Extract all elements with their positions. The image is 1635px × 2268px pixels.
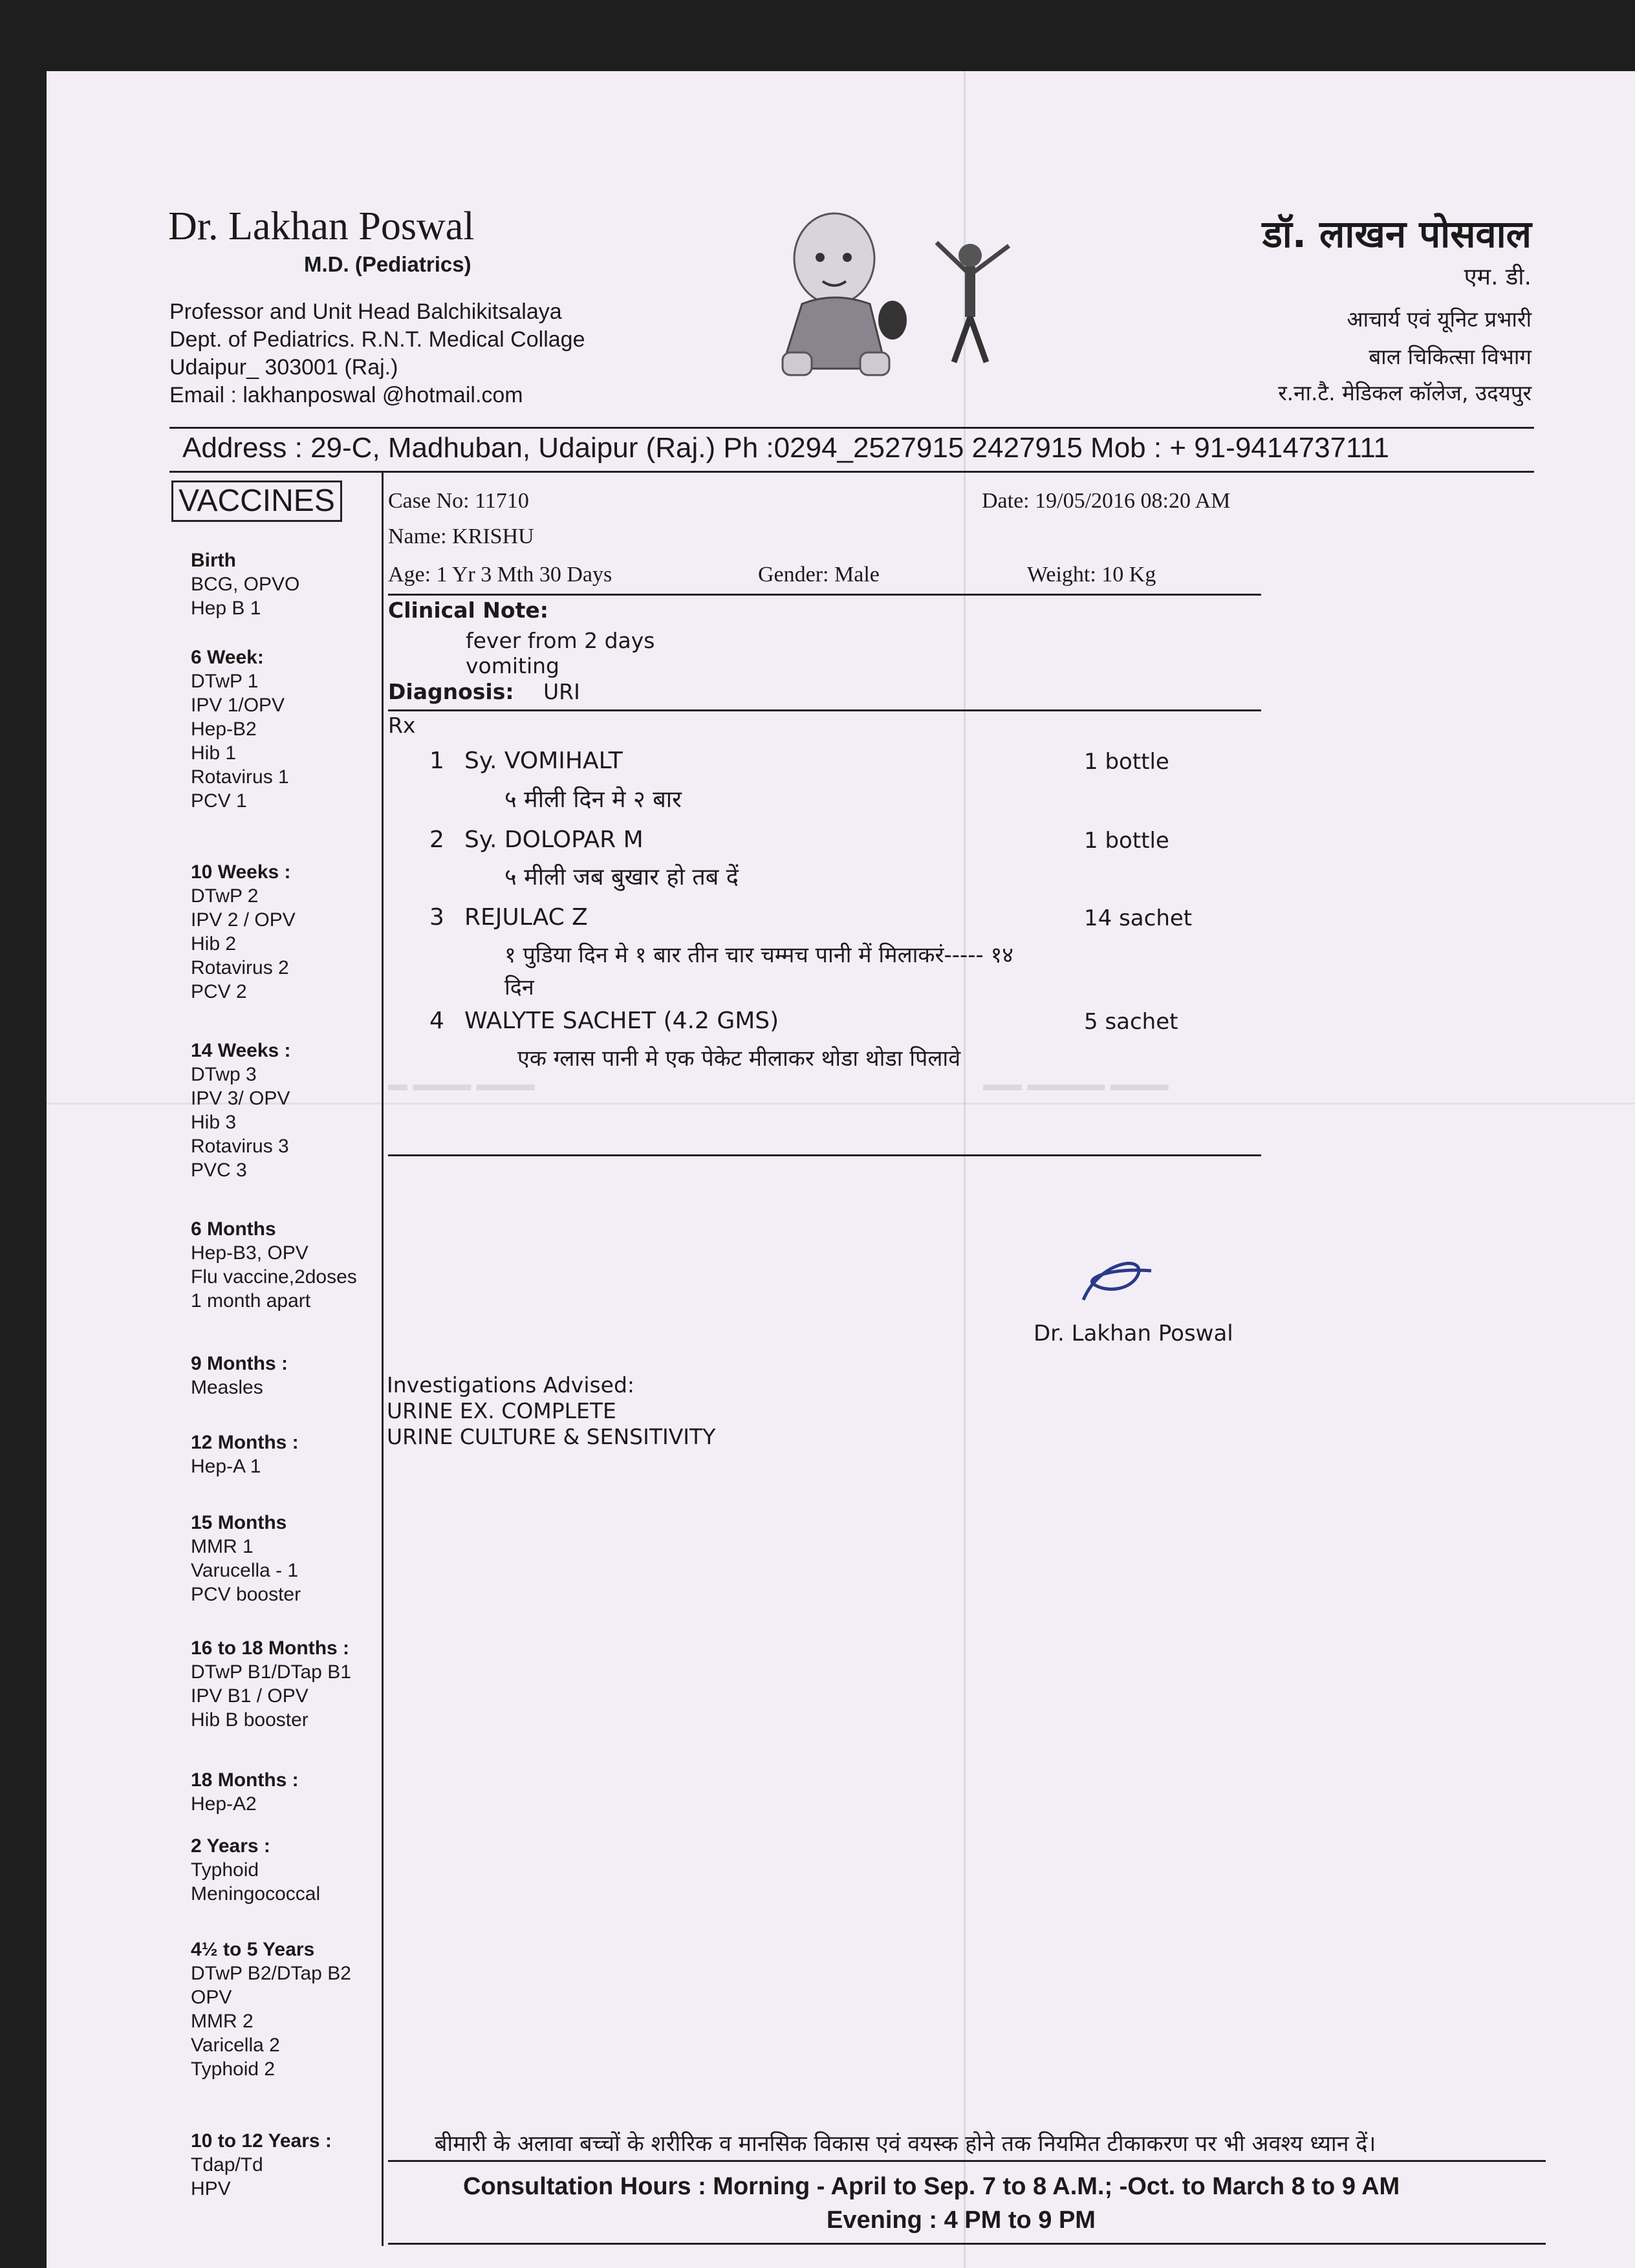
footer-advice-hindi: बीमारी के अलावा बच्चों के शरीरिक व मानसिक विकास एवं वयस्क होने तक नियमित टीकाकरण पर भी अवश्य ध्यान दें। bbox=[435, 2131, 1376, 2157]
footer-bottom-rule bbox=[388, 2243, 1546, 2245]
vaccine-group-heading: 6 Week: bbox=[191, 647, 264, 668]
vaccine-item: Hep-B3, OPV bbox=[191, 1242, 309, 1264]
rx-item-qty: 1 bottle bbox=[1084, 828, 1169, 854]
doctor-name: Dr. Lakhan Poswal bbox=[168, 204, 475, 248]
rx-item-instructions: ५ मीली दिन मे २ बार bbox=[504, 786, 682, 813]
children-illustration bbox=[763, 207, 1035, 401]
vaccine-item: PCV 2 bbox=[191, 981, 247, 1002]
jumping-child-icon bbox=[937, 243, 1009, 362]
vaccine-item: Hep-A2 bbox=[191, 1793, 257, 1815]
vaccine-group bbox=[191, 1636, 351, 1732]
rx-label: Rx bbox=[388, 713, 416, 738]
vaccine-item: Rotavirus 1 bbox=[191, 766, 289, 788]
signature-scribble bbox=[1074, 1255, 1158, 1313]
investigation-item: URINE CULTURE & SENSITIVITY bbox=[387, 1424, 716, 1449]
rx-item-qty: 5 sachet bbox=[1084, 1009, 1178, 1035]
bleed-through-mark: ▬▬ ▬▬▬▬ ▬▬▬ bbox=[983, 1074, 1169, 1095]
rx-item-instructions: ५ मीली जब बुखार हो तब दें bbox=[504, 864, 739, 891]
doctor-title-line: Professor and Unit Head Balchikitsalaya bbox=[169, 299, 562, 324]
doctor-dept-hindi: बाल चिकित्सा विभाग bbox=[1369, 344, 1532, 369]
vaccine-group bbox=[191, 1938, 351, 2081]
investigations-label: Investigations Advised: bbox=[387, 1372, 635, 1398]
consultation-hours-evening: Evening : 4 PM to 9 PM bbox=[827, 2207, 1096, 2234]
header-rule bbox=[169, 427, 1534, 429]
doctor-degree-hindi: एम. डी. bbox=[1464, 264, 1532, 290]
rx-item-name: Sy. VOMIHALT bbox=[464, 748, 623, 774]
vaccine-group bbox=[191, 548, 299, 620]
vaccine-item: Flu vaccine,2doses bbox=[191, 1266, 357, 1288]
vaccine-item: BCG, OPVO bbox=[191, 574, 300, 595]
doctor-college-hindi: र.ना.टै. मेडिकल कॉलेज, उदयपुर bbox=[1278, 380, 1532, 405]
vaccine-group-heading: 10 to 12 Years : bbox=[191, 2130, 332, 2152]
vaccines-title: VACCINES bbox=[171, 481, 342, 522]
vaccine-item: 1 month apart bbox=[191, 1290, 311, 1312]
rx-item-number: 4 bbox=[429, 1008, 444, 1034]
clinical-note-label: Clinical Note: bbox=[388, 598, 548, 623]
vaccine-group-heading: 9 Months : bbox=[191, 1353, 288, 1374]
vaccine-item: Rotavirus 3 bbox=[191, 1136, 289, 1157]
vaccine-item: Typhoid 2 bbox=[191, 2058, 276, 2080]
doctor-city-line: Udaipur_ 303001 (Raj.) bbox=[169, 355, 398, 380]
vaccine-item: DTwP 1 bbox=[191, 671, 259, 692]
doctor-name-hindi: डॉ. लाखन पोसवाल bbox=[1262, 212, 1532, 256]
vaccine-item: Measles bbox=[191, 1377, 263, 1398]
footer-rule bbox=[388, 2160, 1546, 2162]
vaccine-group-heading: 12 Months : bbox=[191, 1432, 299, 1453]
vaccine-group-heading: 4½ to 5 Years bbox=[191, 1939, 315, 1960]
diagnosis-rule bbox=[388, 709, 1261, 711]
vaccine-group-heading: Birth bbox=[191, 550, 236, 571]
rx-end-rule bbox=[388, 1154, 1261, 1156]
vaccine-group bbox=[191, 1217, 357, 1313]
address-line: Address : 29-C, Madhuban, Udaipur (Raj.) Ph :0294_2527915 2427915 Mob : + 91-9414737111 bbox=[182, 432, 1390, 464]
rx-item-instructions-cont: दिन bbox=[504, 975, 534, 1000]
vaccine-item: Hep-B2 bbox=[191, 718, 257, 740]
diagnosis-label: Diagnosis: bbox=[388, 679, 514, 704]
vaccine-group-heading: 6 Months bbox=[191, 1218, 276, 1240]
investigation-item: URINE EX. COMPLETE bbox=[387, 1398, 616, 1423]
vaccine-item: DTwP B1/DTap B1 bbox=[191, 1661, 351, 1683]
vaccine-item: IPV B1 / OPV bbox=[191, 1685, 309, 1707]
vaccine-item: Hep B 1 bbox=[191, 598, 261, 619]
vaccine-group-heading: 15 Months bbox=[191, 1512, 287, 1533]
vaccine-group bbox=[191, 1352, 288, 1399]
vaccine-item: Varucella - 1 bbox=[191, 1560, 299, 1581]
vaccine-group-heading: 14 Weeks : bbox=[191, 1040, 291, 1061]
doctor-dept-line: Dept. of Pediatrics. R.N.T. Medical Collage bbox=[169, 327, 585, 352]
clinical-note-2: vomiting bbox=[466, 653, 560, 678]
vaccine-item: HPV bbox=[191, 2178, 231, 2199]
rx-item-name: Sy. DOLOPAR M bbox=[464, 826, 644, 853]
vaccine-item: Hep-A 1 bbox=[191, 1456, 261, 1477]
signature-name: Dr. Lakhan Poswal bbox=[1034, 1321, 1233, 1346]
patient-name: Name: KRISHU bbox=[388, 524, 534, 548]
vaccine-item: Hib 3 bbox=[191, 1112, 237, 1133]
doctor-title-hindi: आचार्य एवं यूनिट प्रभारी bbox=[1347, 307, 1532, 332]
vaccine-item: Hib B booster bbox=[191, 1709, 309, 1731]
vaccine-item: OPV bbox=[191, 1987, 232, 2008]
vaccine-item: IPV 1/OPV bbox=[191, 695, 285, 716]
clinical-note-1: fever from 2 days bbox=[466, 628, 655, 653]
vaccine-item: PVC 3 bbox=[191, 1160, 247, 1181]
vaccine-item: Meningococcal bbox=[191, 1883, 321, 1905]
vaccine-item: Hib 1 bbox=[191, 742, 237, 764]
rx-item-instructions: एक ग्लास पानी मे एक पेकेट मीलाकर थोडा थोडा पिलावे bbox=[517, 1046, 961, 1072]
doctor-email: Email : lakhanposwal @hotmail.com bbox=[169, 383, 523, 407]
vaccine-item: DTwP 2 bbox=[191, 885, 259, 907]
vaccine-group bbox=[191, 1431, 299, 1478]
patient-age: Age: 1 Yr 3 Mth 30 Days bbox=[388, 563, 612, 587]
vaccine-item: PCV 1 bbox=[191, 790, 247, 812]
vaccine-group bbox=[191, 1834, 320, 1906]
vaccine-group bbox=[191, 645, 289, 813]
vaccine-group bbox=[191, 1039, 291, 1182]
rx-item-number: 3 bbox=[429, 904, 444, 931]
rx-item-name: REJULAC Z bbox=[464, 904, 588, 931]
visit-date: Date: 19/05/2016 08:20 AM bbox=[982, 489, 1231, 513]
vaccine-group-heading: 16 to 18 Months : bbox=[191, 1637, 350, 1659]
diagnosis-value: URI bbox=[543, 679, 580, 704]
vaccine-item: DTwP B2/DTap B2 bbox=[191, 1963, 351, 1984]
vaccine-item: MMR 2 bbox=[191, 2011, 254, 2032]
patient-weight: Weight: 10 Kg bbox=[1027, 563, 1156, 587]
vaccine-group bbox=[191, 2129, 332, 2201]
vaccine-item: DTwp 3 bbox=[191, 1064, 257, 1085]
vaccine-group bbox=[191, 1768, 299, 1816]
vaccine-group-heading: 18 Months : bbox=[191, 1769, 299, 1791]
case-number: Case No: 11710 bbox=[388, 489, 529, 513]
vaccine-group bbox=[191, 1511, 301, 1606]
vaccine-item: IPV 2 / OPV bbox=[191, 909, 296, 931]
vaccine-item: IPV 3/ OPV bbox=[191, 1088, 290, 1109]
consultation-hours-morning: Consultation Hours : Morning - April to Sep. 7 to 8 A.M.; -Oct. to March 8 to 9 AM bbox=[463, 2173, 1400, 2200]
vaccine-group-heading: 10 Weeks : bbox=[191, 861, 291, 883]
vaccine-item: PCV booster bbox=[191, 1584, 301, 1605]
vaccine-item: MMR 1 bbox=[191, 1536, 254, 1557]
vaccine-group bbox=[191, 860, 296, 1004]
rx-item-instructions: १ पुडिया दिन मे १ बार तीन चार चम्मच पानी में मिलाकरं----- १४ bbox=[504, 942, 1013, 968]
rx-item-qty: 14 sachet bbox=[1084, 905, 1193, 931]
patient-gender: Gender: Male bbox=[758, 563, 880, 587]
rx-item-number: 1 bbox=[429, 748, 444, 774]
doctor-degree: M.D. (Pediatrics) bbox=[304, 252, 471, 276]
vaccine-group-heading: 2 Years : bbox=[191, 1835, 270, 1857]
vaccine-item: Tdap/Td bbox=[191, 2154, 263, 2176]
baby-icon bbox=[783, 213, 907, 375]
info-rule bbox=[388, 594, 1261, 596]
bleed-through-mark: ▬ ▬▬▬ ▬▬▬ bbox=[388, 1074, 535, 1095]
rx-item-name: WALYTE SACHET (4.2 GMS) bbox=[464, 1008, 779, 1034]
column-divider bbox=[382, 471, 384, 2246]
rx-item-number: 2 bbox=[429, 826, 444, 853]
vaccine-item: Varicella 2 bbox=[191, 2035, 280, 2056]
vaccine-item: Rotavirus 2 bbox=[191, 957, 289, 978]
vaccine-item: Hib 2 bbox=[191, 933, 237, 955]
rx-item-qty: 1 bottle bbox=[1084, 749, 1169, 775]
vaccine-item: Typhoid bbox=[191, 1859, 259, 1881]
address-rule bbox=[169, 471, 1534, 473]
